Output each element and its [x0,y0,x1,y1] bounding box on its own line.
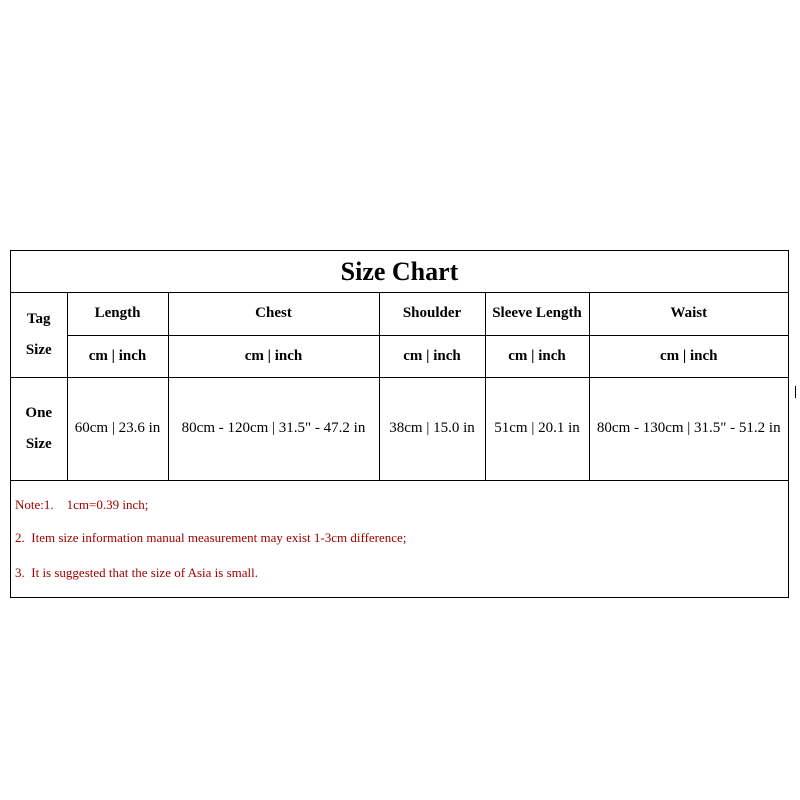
unit-label-length: cm | inch [67,335,168,377]
unit-label-shoulder: cm | inch [379,335,485,377]
table-row [11,377,788,480]
divider-mark [795,386,796,398]
note-2: 2. Item size information manual measurement may exist 1-3cm difference; [15,530,407,545]
unit-label-chest: cm | inch [168,335,379,377]
notes-section [11,480,788,598]
note-3: 3. It is suggested that the size of Asia is small. [15,565,258,580]
size-table [11,293,788,481]
row-size-label-line-1: One [25,404,53,421]
value-waist: 80cm - 130cm | 31.5" - 51.2 in [589,377,788,480]
value-sleeve-length: 51cm | 20.1 in [485,377,589,480]
size-label: Size [25,341,52,358]
unit-label-waist: cm | inch [589,335,788,377]
value-chest: 80cm - 120cm | 31.5" - 47.2 in [168,377,379,480]
tag-size-header [11,293,67,377]
unit-label-sleeve-length: cm | inch [485,335,589,377]
value-length: 60cm | 23.6 in [67,377,168,480]
row-size-label [11,377,67,480]
column-header-sleeve-length: Sleeve Length [485,293,589,335]
column-header-chest: Chest [168,293,379,335]
value-shoulder: 38cm | 15.0 in [379,377,485,480]
size-chart [10,250,789,598]
column-header-shoulder: Shoulder [379,293,485,335]
column-header-length: Length [67,293,168,335]
row-size-label-line-2: Size [25,435,52,452]
note-1: Note:1. 1cm=0.39 inch; [15,497,149,512]
size-chart-title: Size Chart [11,251,788,293]
tag-label: Tag [26,310,51,327]
column-header-waist: Waist [589,293,788,335]
